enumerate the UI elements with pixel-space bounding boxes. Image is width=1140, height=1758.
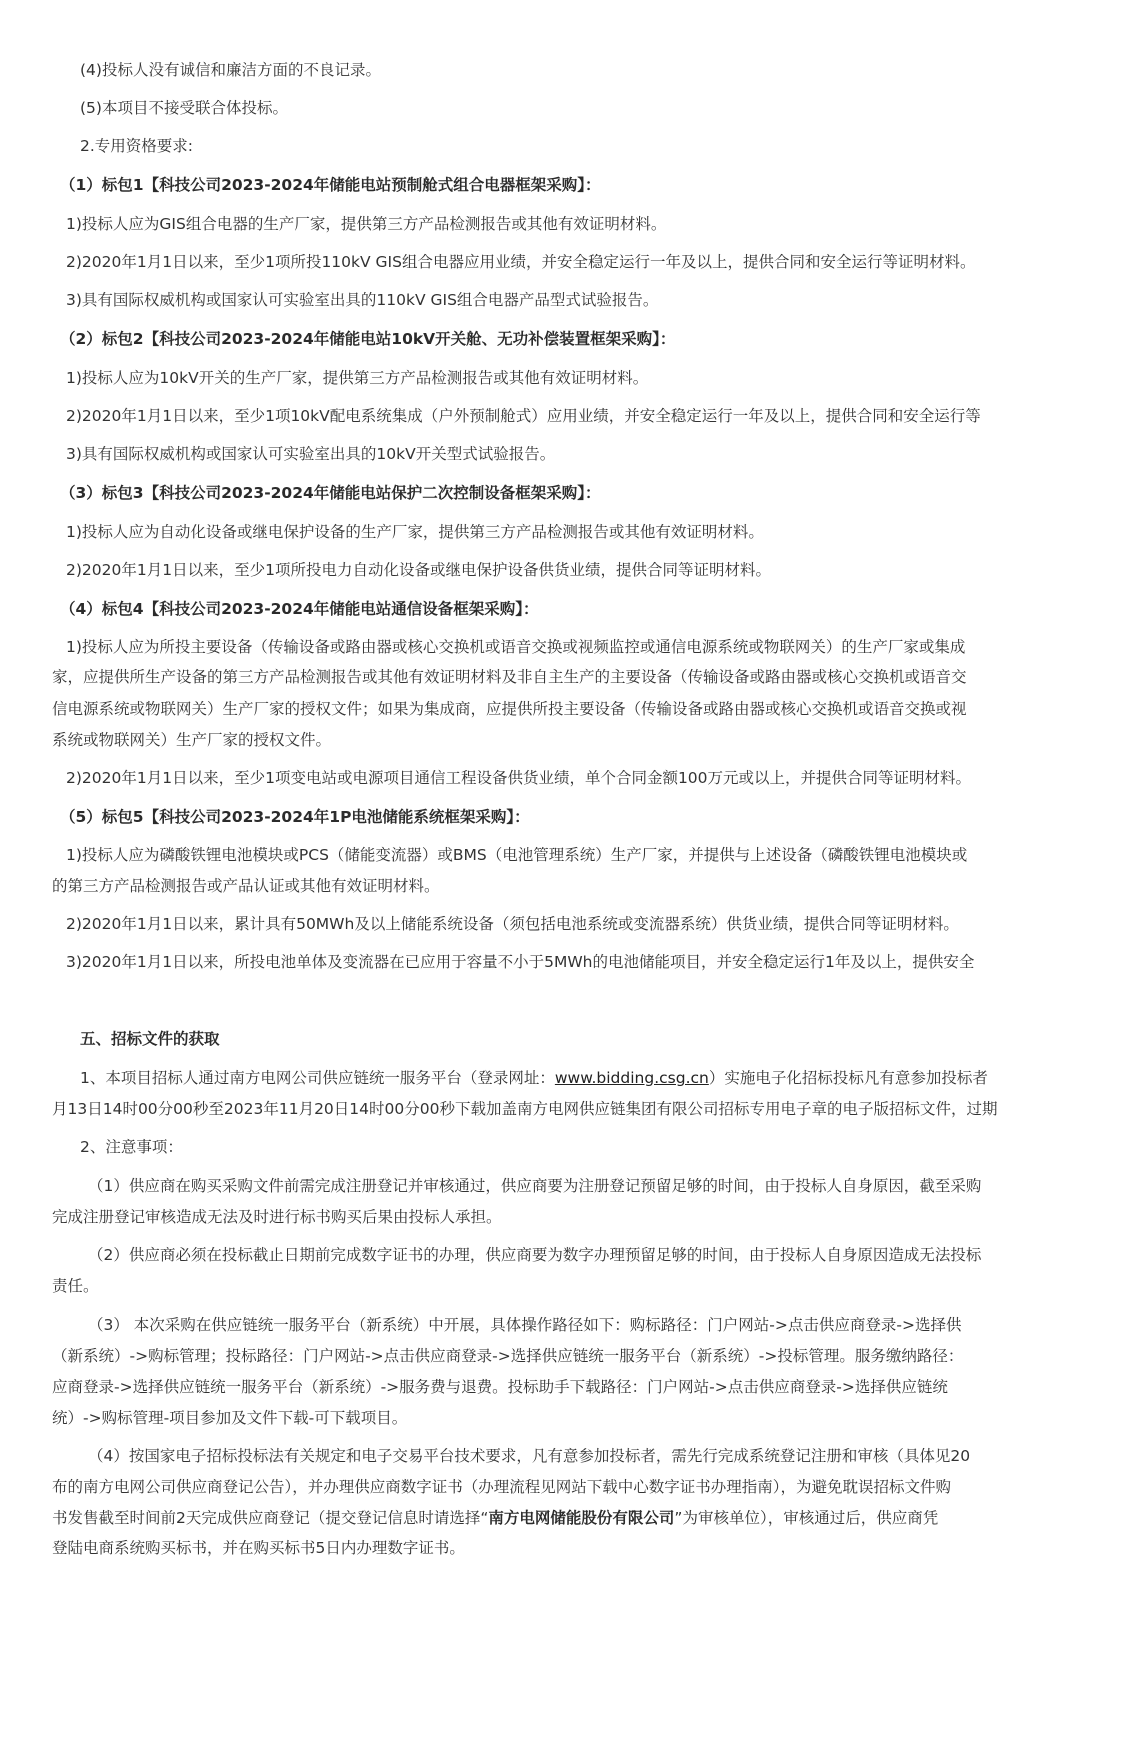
paragraph-line	[52, 1505, 1140, 1531]
paragraph-line	[66, 441, 1140, 467]
line-text: 1)投标人应为自动化设备或继电保护设备的生产厂家，提供第三方产品检测报告或其他有效证明材料。	[66, 523, 764, 541]
line-text: 1)投标人应为10kV开关的生产厂家，提供第三方产品检测报告或其他有效证明材料。	[66, 369, 649, 387]
line-text: 2)2020年1月1日以来，至少1项10kV配电系统集成（户外预制舱式）应用业绩，并安全稳定运行一年及以上，提供合同和安全运行等	[66, 407, 981, 425]
paragraph-line	[52, 1374, 1140, 1400]
line-text: 系统或物联网关）生产厂家的授权文件。	[52, 731, 332, 749]
line-text: 书发售截至时间前2天完成供应商登记（提交登记信息时请选择“	[52, 1509, 489, 1527]
paragraph-line	[66, 634, 1140, 660]
line-text: 1)投标人应为GIS组合电器的生产厂家，提供第三方产品检测报告或其他有效证明材料。	[66, 215, 667, 233]
paragraph-line	[66, 949, 1140, 975]
paragraph-line	[52, 1474, 1140, 1500]
paragraph-line	[66, 365, 1140, 391]
paragraph-line	[80, 95, 1140, 121]
line-text: 2)2020年1月1日以来，至少1项所投110kV GIS组合电器应用业绩，并安全稳定运行一年及以上，提供合同和安全运行等证明材料。	[66, 253, 976, 271]
line-text: （4）标包4【科技公司2023-2024年储能电站通信设备框架采购】：	[60, 600, 539, 618]
section-heading	[60, 804, 1140, 830]
line-text: ”为审核单位），审核通过后，供应商凭	[674, 1509, 939, 1527]
paragraph-line	[66, 765, 1140, 791]
section-heading	[80, 1026, 1140, 1052]
line-text: 3)具有国际权威机构或国家认可实验室出具的10kV开关型式试验报告。	[66, 445, 556, 463]
paragraph-line	[66, 249, 1140, 275]
line-text: 2)2020年1月1日以来，累计具有50MWh及以上储能系统设备（须包括电池系统或变流器系统）供货业绩，提供合同等证明材料。	[66, 915, 959, 933]
line-text: （1）标包1【科技公司2023-2024年储能电站预制舱式组合电器框架采购】：	[60, 176, 601, 194]
line-text: （2）供应商必须在投标截止日期前完成数字证书的办理，供应商要为数字办理预留足够的时间，由于投标人自身原因造成无法投标	[88, 1246, 982, 1264]
line-text: 责任。	[52, 1277, 99, 1295]
paragraph-line	[52, 873, 1140, 899]
paragraph-line	[52, 1535, 1140, 1561]
line-text: 登陆电商系统购买标书，并在购买标书5日内办理数字证书。	[52, 1539, 465, 1557]
line-text: 1)投标人应为所投主要设备（传输设备或路由器或核心交换机或语音交换或视频监控或通信电源系统或物联网关）的生产厂家或集成	[66, 638, 966, 656]
line-text: 1)投标人应为磷酸铁锂电池模块或PCS（储能变流器）或BMS（电池管理系统）生产厂家，并提供与上述设备（磷酸铁锂电池模块或	[66, 846, 968, 864]
paragraph-line	[88, 1173, 1140, 1199]
line-text: 的第三方产品检测报告或产品认证或其他有效证明材料。	[52, 877, 440, 895]
line-text: (4)投标人没有诚信和廉洁方面的不良记录。	[80, 61, 381, 79]
line-text: 信电源系统或物联网关）生产厂家的授权文件；如果为集成商，应提供所投主要设备（传输设备或路由器或核心交换机或语音交换或视	[52, 700, 967, 718]
paragraph-line	[66, 557, 1140, 583]
paragraph-line	[52, 1204, 1140, 1230]
line-text: 1、本项目招标人通过南方电网公司供应链统一服务平台（登录网址：	[80, 1069, 555, 1087]
line-text: 应商登录->选择供应链统一服务平台（新系统）->服务费与退费。投标助手下载路径：门户网站->点击供应商登录->选择供应链统	[52, 1378, 948, 1396]
line-text: （2）标包2【科技公司2023-2024年储能电站10kV开关舱、无功补偿装置框架采购】：	[60, 330, 676, 348]
paragraph-line	[88, 1312, 1140, 1338]
paragraph-line	[52, 1273, 1140, 1299]
line-text: (5)本项目不接受联合体投标。	[80, 99, 288, 117]
line-text: ）实施电子化招标投标凡有意参加投标者	[708, 1069, 988, 1087]
line-text: （3）标包3【科技公司2023-2024年储能电站保护二次控制设备框架采购】：	[60, 484, 601, 502]
section-heading	[60, 596, 1140, 622]
line-text: （新系统）->购标管理；投标路径：门户网站->点击供应商登录->选择供应链统一服务平台（新系统）->投标管理。服务缴纳路径：	[52, 1347, 964, 1365]
paragraph-line	[66, 211, 1140, 237]
line-text: 统）->购标管理-项目参加及文件下载-可下载项目。	[52, 1409, 408, 1427]
paragraph-line	[52, 664, 1140, 690]
paragraph-line	[66, 519, 1140, 545]
line-text: 3)2020年1月1日以来，所投电池单体及变流器在已应用于容量不小于5MWh的电池储能项目，并安全稳定运行1年及以上，提供安全	[66, 953, 975, 971]
paragraph-line	[66, 911, 1140, 937]
paragraph-line	[66, 403, 1140, 429]
paragraph-line	[52, 1405, 1140, 1431]
line-text: 2)2020年1月1日以来，至少1项变电站或电源项目通信工程设备供货业绩，单个合同金额100万元或以上，并提供合同等证明材料。	[66, 769, 972, 787]
line-text: （3） 本次采购在供应链统一服务平台（新系统）中开展，具体操作路径如下：购标路径：门户网站->点击供应商登录->选择供	[88, 1316, 962, 1334]
paragraph-line	[52, 696, 1140, 722]
section-heading	[60, 326, 1140, 352]
paragraph-line	[52, 1343, 1140, 1369]
paragraph-line	[88, 1242, 1140, 1268]
line-text: （1）供应商在购买采购文件前需完成注册登记并审核通过，供应商要为注册登记预留足够的时间，由于投标人自身原因，截至采购	[88, 1177, 982, 1195]
section-heading	[60, 172, 1140, 198]
paragraph-line	[66, 842, 1140, 868]
paragraph-line	[52, 1096, 1140, 1122]
line-text: 布的南方电网公司供应商登记公告），并办理供应商数字证书（办理流程见网站下载中心数字证书办理指南），为避免耽误招标文件购	[52, 1478, 952, 1496]
line-text: 家，应提供所生产设备的第三方产品检测报告或其他有效证明材料及非自主生产的主要设备（传输设备或路由器或核心交换机或语音交	[52, 668, 967, 686]
emphasized-company-name: 南方电网储能股份有限公司	[488, 1509, 675, 1527]
line-text: （4）按国家电子招标投标法有关规定和电子交易平台技术要求，凡有意参加投标者，需先行完成系统登记注册和审核（具体见20	[88, 1447, 971, 1465]
line-text: 2、注意事项：	[80, 1138, 183, 1156]
paragraph-line	[66, 287, 1140, 313]
line-text: 月13日14时00分00秒至2023年11月20日14时00分00秒下载加盖南方电网供应链集团有限公司招标专用电子章的电子版招标文件，过期	[52, 1100, 998, 1118]
paragraph-line	[80, 1134, 1140, 1160]
website-link[interactable]: www.bidding.csg.cn	[554, 1069, 709, 1087]
line-text: 完成注册登记审核造成无法及时进行标书购买后果由投标人承担。	[52, 1208, 502, 1226]
line-text: 五、招标文件的获取	[80, 1030, 220, 1048]
section-heading	[60, 480, 1140, 506]
paragraph-line	[80, 1065, 1140, 1091]
paragraph-line	[88, 1443, 1140, 1469]
paragraph-line	[80, 133, 1140, 159]
paragraph-line	[80, 57, 1140, 83]
line-text: 2)2020年1月1日以来，至少1项所投电力自动化设备或继电保护设备供货业绩，提供合同等证明材料。	[66, 561, 771, 579]
line-text: 3)具有国际权威机构或国家认可实验室出具的110kV GIS组合电器产品型式试验报告。	[66, 291, 659, 309]
paragraph-line	[52, 727, 1140, 753]
line-text: 2.专用资格要求:	[80, 137, 194, 155]
line-text: （5）标包5【科技公司2023-2024年1P电池储能系统框架采购】：	[60, 808, 530, 826]
